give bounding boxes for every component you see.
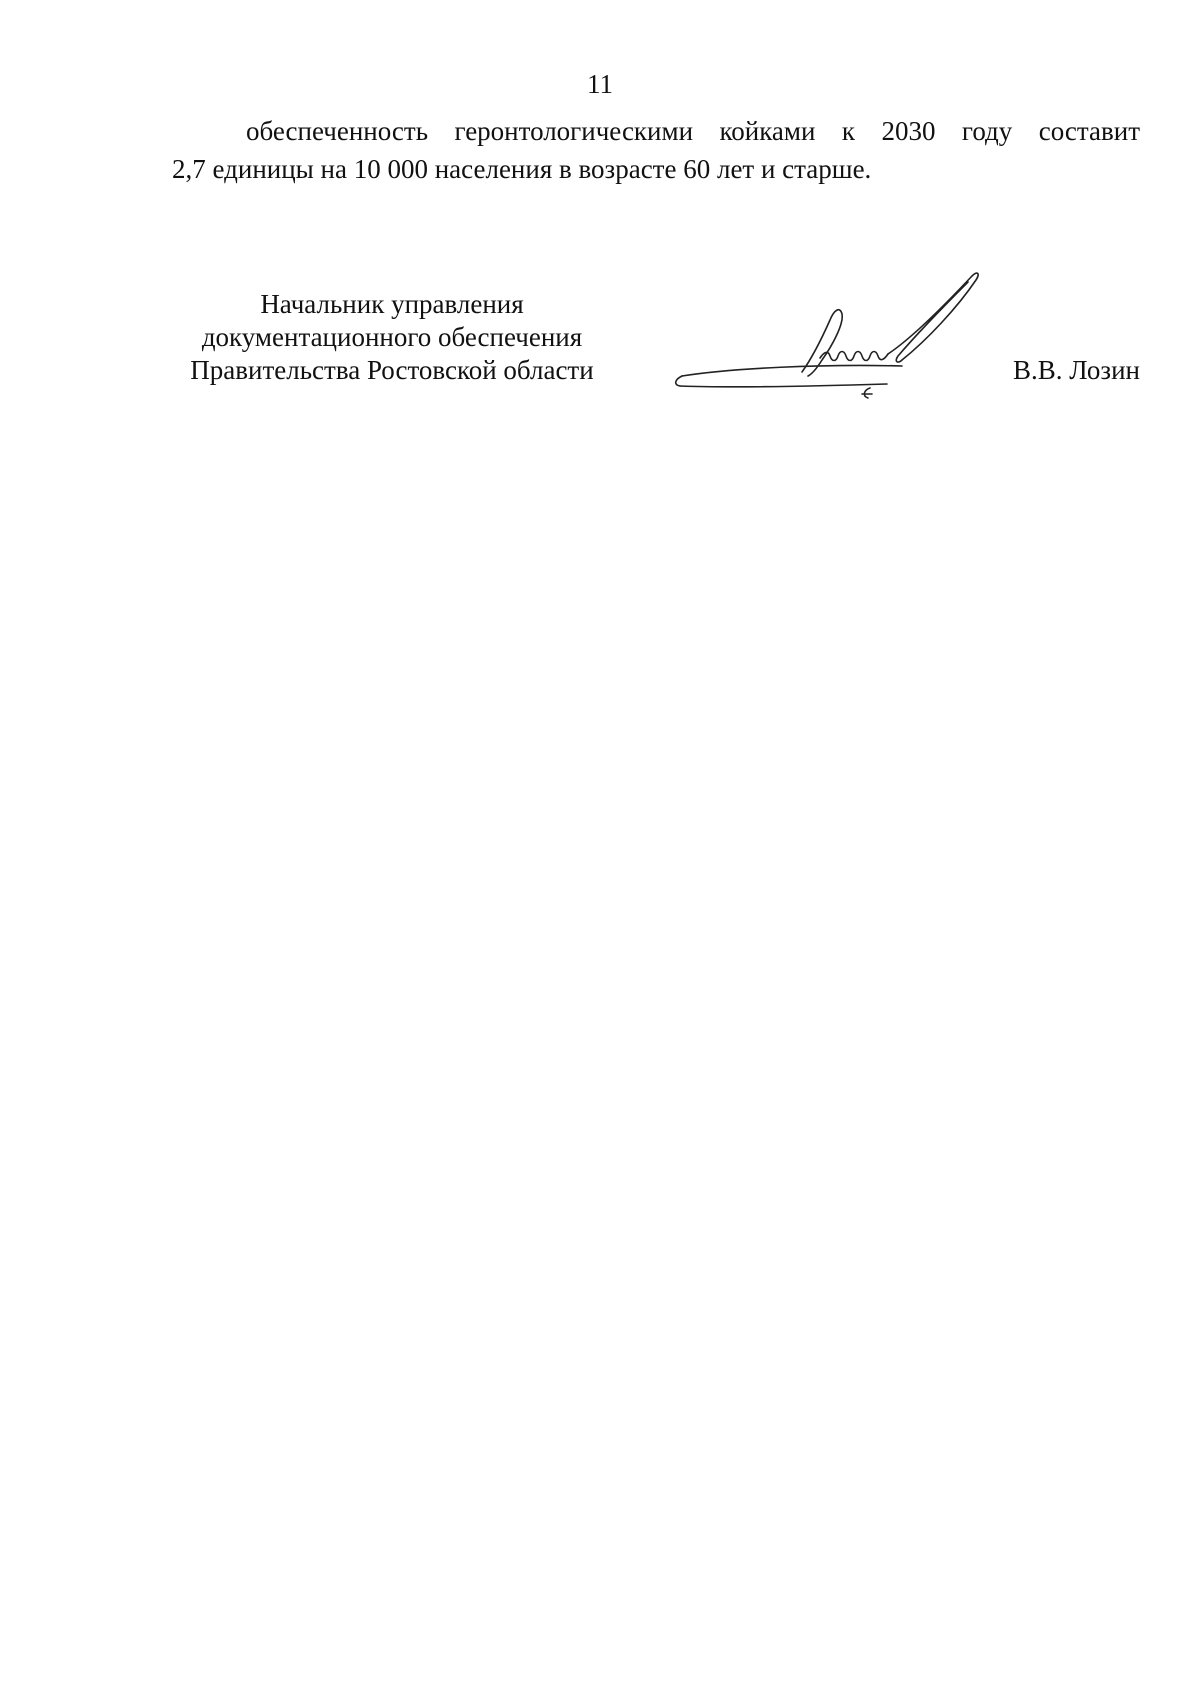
signer-position xyxy=(172,288,612,387)
paragraph-line-2: 2,7 единицы на 10 000 населения в возрасте 60 лет и старше. xyxy=(172,154,872,184)
body-paragraph xyxy=(172,112,1140,188)
handwritten-signature xyxy=(672,268,1002,408)
position-line-3: Правительства Ростовской области xyxy=(190,355,594,385)
paragraph-line-1: обеспеченность геронтологическими койками к 2030 году составит xyxy=(246,116,1140,146)
signature-block xyxy=(172,288,1140,428)
position-line-2: документационного обеспечения xyxy=(201,322,583,352)
signer-name: В.В. Лозин xyxy=(1013,355,1140,385)
position-line-1: Начальник управления xyxy=(260,289,524,319)
page-number: 11 xyxy=(587,69,613,99)
